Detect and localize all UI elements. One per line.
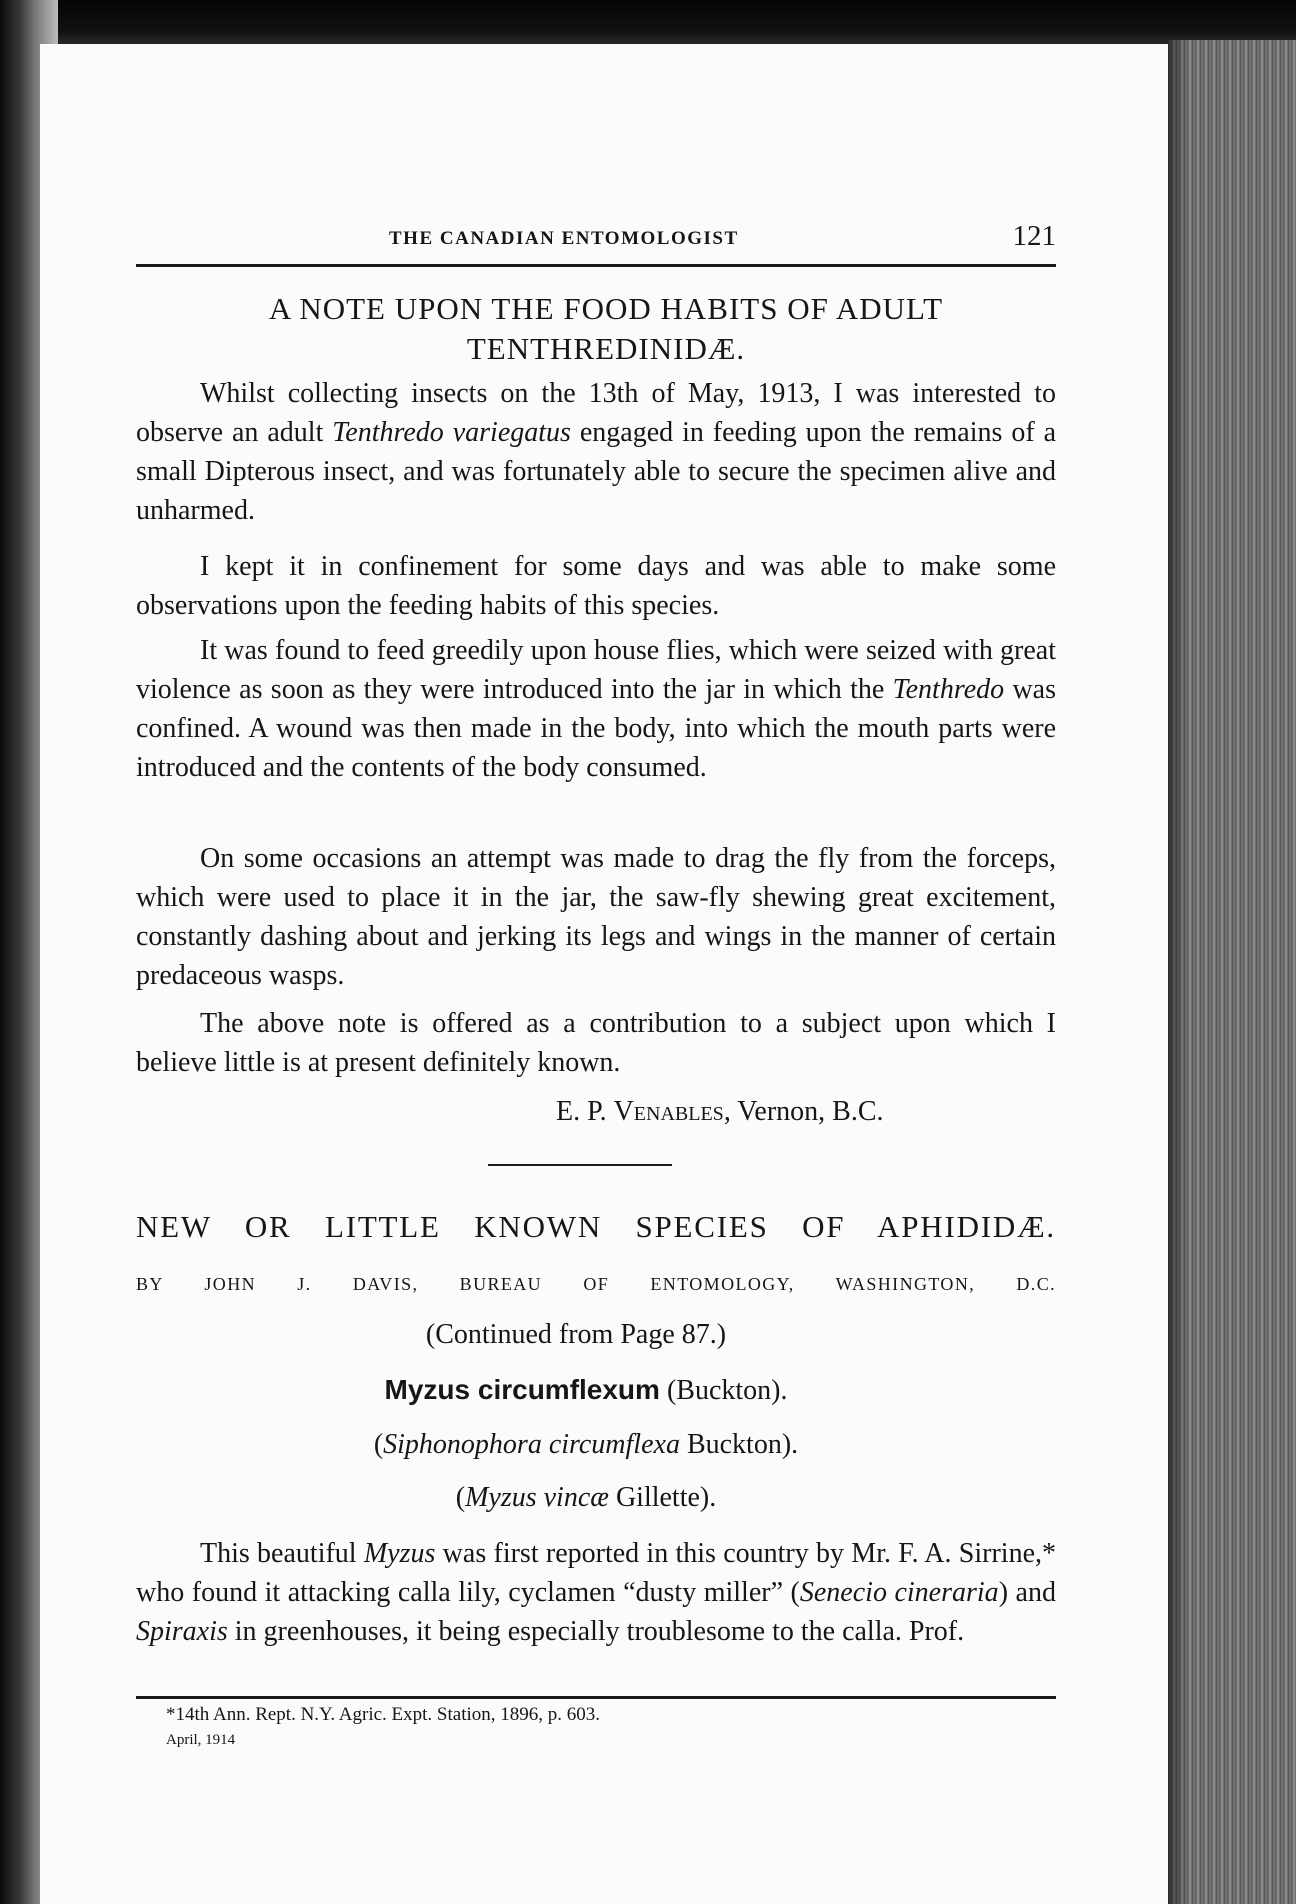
species-italic: Tenthredo variegatus — [332, 417, 571, 448]
continued-note: (Continued from Page 87.) — [425, 1319, 727, 1350]
paragraph: Whilst collecting insects on the 13th of May, 1913, I was interested to observe an adult Tenthredo variegatus engaged in feeding upon the remains of a small Dipterous insect, and was fortunately able to secure the specimen alive and unharmed. — [136, 378, 1057, 526]
paragraph: On some occasions an attempt was made to drag the fly from the forceps, which were used to place it in the jar, the saw-fly shewing great excitement, constantly dashing about and jerking its legs and wings in the manner of certain predaceous wasps. — [136, 843, 1056, 991]
page-sheet — [40, 44, 1170, 1904]
page-number: 121 — [1012, 220, 1056, 252]
paragraph: It was found to feed greedily upon house flies, which were seized with great violence as soon as they were introduced into the jar in which the Tenthredo was confined. A wound was then made in the body, into which the mouth parts were introduced and the contents of the body consumed. — [136, 635, 1056, 783]
paragraph: I kept it in confinement for some days and was able to make some observations upon the feeding habits of this species. — [136, 551, 1056, 621]
footnote-rule — [136, 1696, 1056, 1699]
synonym: (Myzus vincæ Gillette). — [455, 1482, 717, 1513]
page-stack-shadow — [1168, 40, 1188, 1904]
header-rule — [136, 264, 1056, 267]
issue-date: April, 1914 — [166, 1732, 236, 1748]
running-title: THE CANADIAN ENTOMOLOGIST — [389, 228, 739, 249]
synonym: (Siphonophora circumflexa Buckton). — [373, 1429, 799, 1460]
article-title: NEW OR LITTLE KNOWN SPECIES OF APHIDIDÆ. — [136, 1209, 1056, 1244]
paragraph: This beautiful Myzus was first reported in this country by Mr. F. A. Sirrine,* who found it attacking calla lily, cyclamen “dusty miller” (Senecio cineraria) and Spiraxis in greenhouses, it being especially troublesome to the calla. Prof. — [136, 1538, 1057, 1647]
scan-top-edge — [0, 0, 1296, 45]
article-title: A NOTE UPON THE FOOD HABITS OF ADULT TENTHREDINIDÆ. — [268, 291, 944, 366]
genus-italic: Tenthredo — [892, 674, 1005, 705]
footnote: *14th Ann. Rept. N.Y. Agric. Expt. Station, 1896, p. 603. — [166, 1704, 601, 1725]
species-heading: Myzus circumflexum (Buckton). — [384, 1374, 788, 1406]
author-signature: E. P. Venables, Vernon, B.C. — [556, 1096, 884, 1127]
paragraph: The above note is offered as a contribution to a subject upon which I believe little is at present definitely known. — [136, 1008, 1056, 1078]
byline: BY JOHN J. DAVIS, BUREAU OF ENTOMOLOGY, WASHINGTON, D.C. — [136, 1274, 1056, 1294]
running-head — [136, 220, 1056, 254]
section-divider — [488, 1164, 672, 1166]
